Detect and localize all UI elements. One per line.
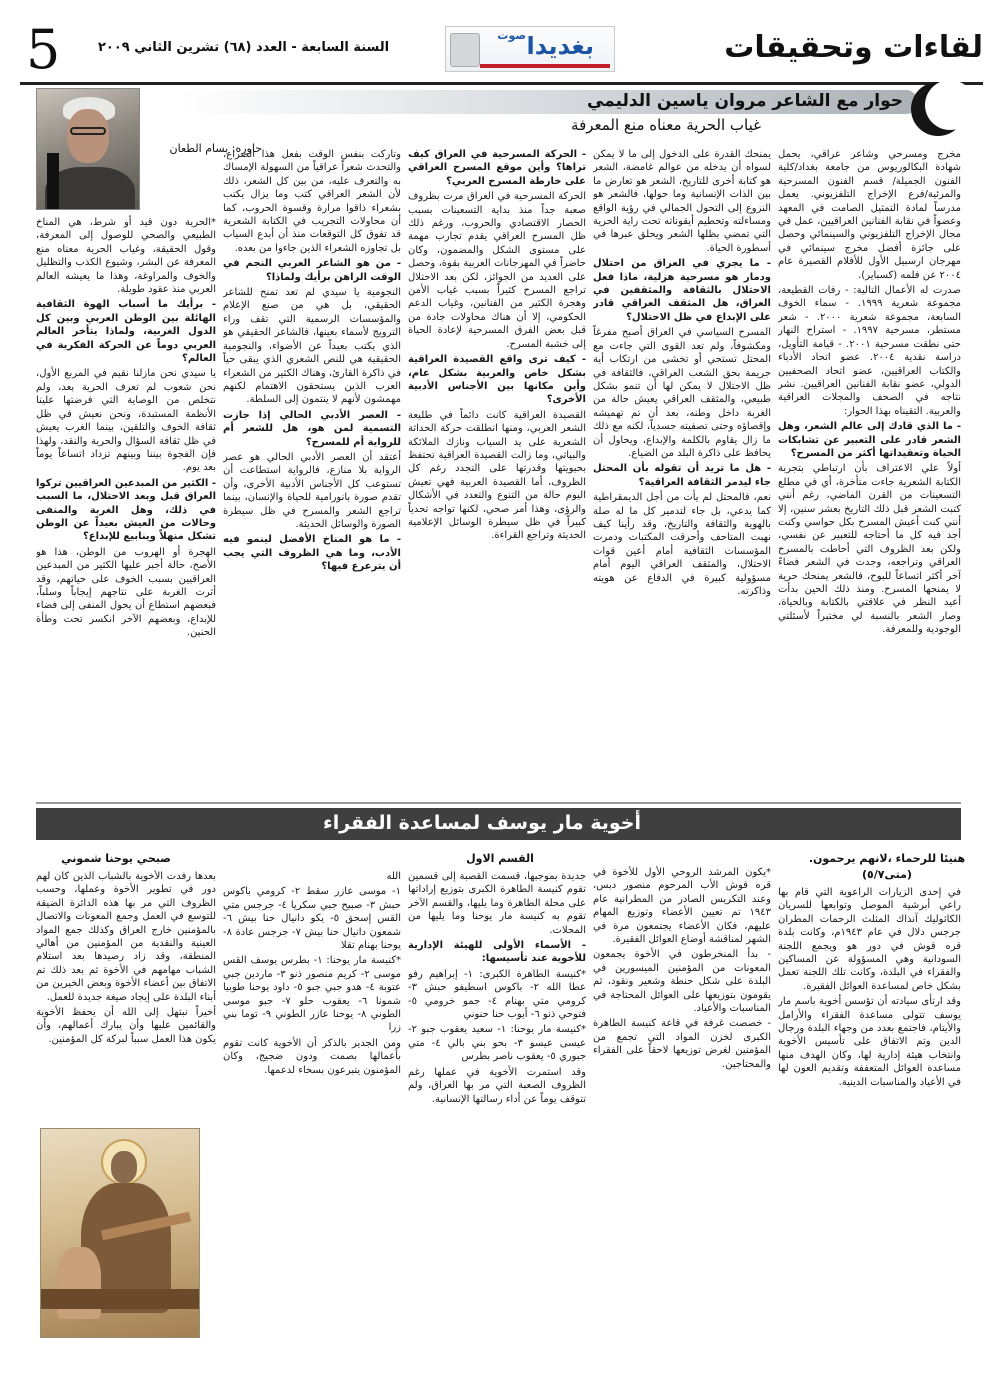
- portrait-face: [67, 109, 109, 163]
- column-paragraph: أولاً علي الاعتراف بأن ارتباطي بتجربة الكتابة الشعرية جاءت متأخرة، أي في مطلع التسعينات من القرن الماضي، رغم أنني كتبت الشعر قبل ذلك التاريخ بعشر سنين، إلا أنني كنت أعيش المسرح بكل حواسي وكنت أجد فيه كل ما أحتاجه للتعبير عن نفسي، ولكن بعد الظروف التي أحاطت بالمسرح العراقي وتراجعه، وجدت في الشعر فضاءً آخر أكثر اتساعاً للبوح، فالشعر يمنحك حرية لا يمنحها المسرح. ومنذ ذلك الحين بدأت أعيد النظر في علاقتي بالكتابة وبالحياة، وصار الشعر بالنسبة لي مختبراً لأسئلتي الوجودية وللمعرفة.: [778, 463, 961, 636]
- issue-info: السنة السابعة - العدد (٦٨) تشرين الثاني ٢٠٠٩: [98, 40, 390, 55]
- column-paragraph: صدرت له الأعمال التالية: - رفات القطيعة، مجموعة شعرية ١٩٩٩. - سماء الخوف السابعة، مجموعة شعرية ٢٠٠٠. - شعر مستطر، مسرحية ١٩٩٧. - استراح النهار حتى نطقت مسرحية ٢٠٠١. - قيامة التأويل، دراسة نقدية ٢٠٠٤. عضو اتحاد الأدباء والكتاب العراقيين، عضو اتحاد الصحفيين الدولي، عضو نقابة الفنانين العراقيين. نشر نتاجه في الصحف والمجلات العراقية والعربية. التقيناه بهذا الحوار:: [778, 285, 961, 417]
- feature-column-2: [593, 866, 771, 1376]
- masthead-rule: [20, 82, 983, 85]
- feature-column-3: [408, 870, 586, 1376]
- interview-column-2: [593, 148, 771, 796]
- column-paragraph: الحركة المسرحية في العراق مرت بظروف صعبة جداً منذ بداية التسعينات بسبب الحصار الاقتصادي والحروب، ورغم ذلك ظل المسرح العراقي يقدم تجارب مهمة على مستوى الشكل والمضمون، وكان حاضراً في المهرجانات العربية بقوة، وحصل على العديد من الجوائز، لكن بعد الاحتلال تراجع المسرح كثيراً بسبب غياب الأمن وهجرة الكثير من الفنانين، وغياب الدعم الحكومي، إلا أن هناك محاولات جادة من قبل بعض الفرق المسرحية لإعادة الحياة إلى خشبة المسرح.: [408, 191, 586, 350]
- column-question: - الكثير من المبدعين العراقيين تركوا العراق قبل وبعد الاحتلال، ما السبب في ذلك، وهل الغربة والمنفى وحالات من العيش بعيداً عن الوطن تشكل منهلاً وينابيع للإبداع؟: [36, 477, 216, 543]
- feature-column-5: [36, 870, 216, 1124]
- column-paragraph: ومن الجدير بالذكر أن الأخوية كانت تقوم بأعمالها بصمت ودون ضجيج، وكان المؤمنون يتبرعون بسخاء لدعمها.: [223, 1037, 401, 1076]
- column-paragraph: *الحرية دون قيد أو شرط، هي المناخ الطبيعي والصحي للوصول إلى المعرفة، وقول الحقيقة، وغياب الحرية معناه منع المعرفة عن البشر، وشيوع الكذب والتظليل والخوف والمراوغة، وهذا ما يعيشه العالم العربي منذ عقود طويلة.: [36, 217, 216, 296]
- column-question: - هل ما تريد أن تقوله بأن المحتل جاء ليدمر الثقافة العراقية؟: [593, 463, 771, 488]
- masthead: [20, 18, 983, 81]
- column-question: - كيف ترى واقع القصيدة العراقية بشكل خاص والعربية بشكل عام، وأين مكانها بين الأجناس الأدبية الأخرى؟: [408, 354, 586, 406]
- logo-divider: [480, 64, 610, 68]
- workbench: [41, 1289, 200, 1309]
- column-paragraph: أخيراً نبتهل إلى الله أن يحفظ الأخوية والقائمين عليها وأن يبارك أعمالهم، وأن يكون هذا العمل سبباً لبركة كل المؤمنين.: [36, 1007, 216, 1045]
- column-paragraph: - خصصت غرفة في قاعة كنيسة الطاهرة الكبرى لخزن المواد التي تجمع من المؤمنين لغرض توزيعها لاحقاً على الفقراء والمحتاجين.: [593, 1018, 771, 1070]
- column-paragraph: وقد استمرت الأخوية في عملها رغم الظروف الصعبة التي مر بها العراق، ولم تتوقف يوماً عن أداء رسالتها الإنسانية.: [408, 1066, 586, 1105]
- column-question: - العصر الأدبي الحالي إذا جازت التسمية لمن هو، هل للشعر أم للرواية أم للمسرح؟: [223, 409, 401, 448]
- column-paragraph: أعتقد أن العصر الأدبي الحالي هو عصر الرواية بلا منازع، فالرواية استطاعت أن تستوعب كل الأجناس الأدبية الأخرى، وأن تقدم صورة بانورامية للحياة والإنسان، بينما تراجع الشعر والمسرح في ظل سيطرة الصورة والوسائل الحديثة.: [223, 451, 401, 530]
- column-paragraph: مخرج ومسرحي وشاعر عراقي، يحمل شهادة البكالوريوس من جامعة بغداد/كلية الفنون الجميلة/ قسم الفنون المسرحية والمرئية/فرع الإخراج التلفزيوني. يعمل مدرساً لمادة التمثيل الصامت في المعهد وعضواً في نقابة الفنانين العراقيين، عمل في مجال الإخراج التلفزيوني والسينمائي وحصل على جائزة أفضل مخرج سينمائي في مهرجان ارسبيل الأول للأفلام القصيرة عام ٢٠٠٤ عن فلمه (كسباير).: [778, 149, 961, 281]
- interview-column-1: [778, 148, 961, 796]
- column-question: - من هو الشاعر العربي النجم في الوقت الراهن برأيك ولماذا؟: [223, 258, 401, 283]
- column-paragraph: ١- موسى عازر سقط ٢- كرومي باكوس حبش ٣- صبيح جبي سكريا ٤- جرجس متي القس إسحق ٥- يكو دانيال حنا بيش ٦- شمعون دانيال حنا بيش ٧- جرجس عادة ٨- يوحنا بهنام تقلا: [223, 886, 401, 952]
- interview-byline: حاوره: بسام الطعان: [169, 142, 262, 155]
- column-paragraph: بعدها رفدت الأخوية بالشباب الذين كان لهم دور في تطوير الأخوة وعملها، وحسب الظروف التي مر بها هذه الدائرة الضيقة للتوسع في العمل وجمع المعونات والاتصال بالمؤمنين خارج العراق وكذلك جمع المواد العينية والنقدية من المؤمنين من أهالي المنطقة، وقد زاد رصيدها بعد استلام الشباب مهامهم في الأخوة ثم بعد ذلك تم الاتفاق بين أعضاء الأخوة وبعض الخيرين من أبناء البلدة على إيجاد صيغة جديدة للعمل.: [36, 871, 216, 1003]
- interview-subtitle: غياب الحرية معناه منع المعرفة: [571, 116, 761, 134]
- column-paragraph: - بدأ المنخرطون في الأخوة يجمعون المعونات من المؤمنين الميسورين في البلدة على شكل حنطة وشعير ونقود، ثم يقومون بتوزيعها على العوائل المحتاجة في المناسبات والأعياد.: [593, 949, 771, 1015]
- column-paragraph: *كنيسة الطاهرة الكبرى: ١- إبراهيم رفو عطا الله ٢- باكوس اسطيفو حبش ٣- كرومي متي بهنام ٤- جمو خرومي ٥- فتوحي ذنو ٦- أيوب حنا حنوني: [408, 968, 586, 1021]
- feature-section-label: القسم الاول: [466, 852, 534, 865]
- column-question: - الأسماء الأولى للهيئة الإدارية للأخوية عند تأسيسها:: [408, 940, 586, 965]
- column-paragraph: وقد ارتأى سيادته أن تؤسس أخوية باسم مار يوسف تتولى مساعدة الفقراء والأرامل والأيتام، فاجتمع بعدد من وجهاء البلدة ورجال الدين وتم الاتفاق على تأسيس الأخوية وانتخاب هيئة إدارية لها، وكان الهدف منها مساعدة العوائل المتعففة وتقديم العون لها في الأعياد والمناسبات الدينية.: [778, 996, 961, 1088]
- section-divider: [36, 802, 961, 804]
- column-paragraph: *كنيسة مار يوحنا: ١- سعيد يعقوب جبو ٢- عيسى عيسو ٣- بحو بني بالي ٤- متي جبوري ٥- يعقوب ناصر بطرس: [408, 1024, 586, 1063]
- feature-title: أخوية مار يوسف لمساعدة الفقراء: [323, 812, 641, 834]
- feature-author: صبحي يوحنا شموني: [61, 852, 171, 865]
- column-paragraph: يمنحك القدرة على الدخول إلى ما لا يمكن لسواه أن يدخله من عوالم غامضة، الشعر هو كتابة أخرى للتاريخ، الشعر هو تعارض ما بين الذات الإنسانية وما حولها، فالشعر هو النزوع إلى التحول الجمالي في رؤية الواقع ومساءلته وتحطيم أيقوناته تحت راية الحرية التي تمضي بظلها الشعر ويحلق عبرها في أسطورة الحياة.: [593, 149, 771, 254]
- column-question: - ما الذي قادك إلى عالم الشعر، وهل الشعر قادر على التعبير عن تشابكات الحياة وتعقيداتها أكثر من المسرح؟: [778, 421, 961, 459]
- feature-column-4: [223, 870, 401, 1376]
- column-paragraph: نعم، فالمحتل لم يأت من أجل الديمقراطية كما يدعي، بل جاء لتدمير كل ما له صلة بالهوية والثقافة والتاريخ، وقد رأينا كيف نهبت المتاحف وأحرقت المكتبات ودمرت المؤسسات الثقافية أمام أعين قوات الاحتلال، والمثقف العراقي اليوم أمام مسؤولية كبيرة في الدفاع عن هويته وذاكرته.: [593, 492, 771, 597]
- newspaper-logo[interactable]: [445, 26, 615, 72]
- feature-epigraph-ref: (متى٥/٧): [862, 868, 912, 881]
- interview-title: حوار مع الشاعر مروان ياسين الدليمي: [586, 91, 903, 111]
- feature-column-1: [778, 886, 961, 1376]
- column-paragraph: في إحدى الزيارات الراعوية التي قام بها راعي أبرشية الموصل وتوابعها للسريان الكاثوليك آنذاك المثلث الرحمات المطران جرجس دلال في عام ١٩٤٣م، وكانت بلدة قره قوش في دور هو ويجمع اللجنة السودانية وهي المسؤولة عن المساكين والفقراء في البلدة، وكانت تلك اللجنة تعمل بشكل خاص لمساعدة العوائل الفقيرة.: [778, 887, 961, 992]
- interview-header: [36, 88, 961, 136]
- column-paragraph: وتاركت بنفس الوقت بفعل هذا الصراع، والتحدث شعراً عراقياً من السهولة الإمساك به والتعرف عليه، من بين كل الشعر، ذلك لأن الشعر العراقي كتب وما يزال يكتب بشعراء ذاقوا مرارة وقسوة الحروب، كما أن محاولات التجريب في الكتابة الشعرية قد تفوق كل التوقعات منذ أن أبدع السياب بل تجاوزه الشعراء الذين جاءوا من بعده.: [223, 149, 401, 254]
- interview-column-4: [223, 148, 401, 796]
- column-paragraph: الهجرة أو الهروب من الوطن، هذا هو الأصح، حالة أجبر عليها الكثير من المبدعين العراقيين بسبب الخوف على حياتهم، وقد أثرت الغربة على نتاجهم إيجاباً وسلباً، فبعضهم استطاع أن يحول المنفى إلى فضاء للإبداع، وبعضهم الآخر انكسر تحت وطأة الحنين.: [36, 546, 216, 639]
- column-question: - برأيك ما أسباب الهوة الثقافية الهائلة بين الوطن العربي وبين كل الدول الغربية، ولماذا يتأخر العالم العربي دوماً عن الحركة الفكرية في العالم؟: [36, 299, 216, 365]
- saint-joseph-painting: [40, 1128, 200, 1338]
- column-paragraph: *يكون المرشد الروحي الأول للأخوة في قره قوش الأب المرحوم منصور دبس، وعند التكريس الصادر من المطرانية عام ١٩٤٣ تم تعيين الأعضاء وتوزيع المهام عليهم، فكان الأعضاء يجتمعون مرة في الشهر لمناقشة أوضاع العوائل الفقيرة.: [593, 867, 771, 946]
- logo-main-text: بغديدا: [526, 32, 594, 60]
- column-paragraph: النجومية يا سيدي لم تعد تمنح للشاعر الحقيقي، بل هي من صنع الإعلام والمؤسسات الرسمية التي تقف وراء الترويج لأسماء بعينها، فالشاعر الحقيقي هو الذي يكتب بعيداً عن الأضواء، والنجومية الحقيقية هي للنص الشعري الذي يبقى حياً في ذاكرة القارئ، وهناك الكثير من الشعراء العرب الذين يستحقون الاهتمام لكنهم مهمشون لأنهم لا ينتمون إلى السلطة.: [223, 287, 401, 406]
- logo-aux-text: صوت: [497, 29, 526, 42]
- column-paragraph: الله: [386, 871, 401, 882]
- interview-column-5: [36, 160, 216, 796]
- feature-epigraph: هنيئا للرحماء ،لانهم يرحمون.: [808, 852, 966, 865]
- crescent-icon: [911, 82, 965, 136]
- column-paragraph: القصيدة العراقية كانت دائماً في طليعة الشعر العربي، ومنها انطلقت حركة الحداثة الشعرية على يد السياب ونازك الملائكة والبياتي، وما زالت القصيدة العراقية تحتفظ بحيويتها وقدرتها على التجدد رغم كل الظروف، أما القصيدة العربية فهي تعيش اليوم حالة من التنوع والتعدد في الأشكال والرؤى، وهذا أمر صحي، لكنها تواجه تحدياً كبيراً في ظل سيطرة الوسائل الإعلامية الحديثة وتراجع القراءة.: [408, 409, 586, 542]
- column-question: - الحركة المسرحية في العراق كيف تراها؟ وأين موقع المسرح العراقي على خارطة المسرح العربي؟: [408, 149, 586, 187]
- column-paragraph: يا سيدي نحن مازلنا نقيم في المربع الأول، نحن شعوب لم تعرف الحرية بعد، ولم نتخلص من الوصاية التي فرضتها علينا الأنظمة المستبدة، ونحن نعيش في ظل ثقافة الخوف والتلقين، بينما الغرب يعيش في ظل ثقافة السؤال والحرية والنقد، ولهذا فإن الفجوة بيننا وبينهم تزداد اتساعاً يوماً بعد يوم.: [36, 368, 216, 474]
- section-title: لقاءات وتحقيقات: [724, 30, 983, 65]
- feature-header: [36, 808, 961, 840]
- column-question: - ما هو المناخ الأفضل لينمو فيه الأدب، وما هي الظروف التي يجب أن يترعرع فيها؟: [223, 534, 401, 573]
- column-paragraph: المسرح السياسي في العراق أصبح مفرغاً ومكشوفاً، ولم تعد القوى التي جاءت مع المحتل تستحي أو تخشى من ارتكاب أية جريمة بحق الشعب العراقي، فالثقافة في ظل الاحتلال لا يمكن لها أن تنمو بشكل طبيعي، والمثقف العراقي يعيش حالة من الغربة داخل وطنه، بعد أن تم تهميشه وإقصاؤه وحتى تصفيته جسدياً، لكنه مع ذلك ما زال يقاوم بالكلمة والإبداع، ويحاول أن يحافظ على ذاكرة البلد من الضياع.: [593, 327, 771, 459]
- column-paragraph: جديدة بموجبها، قسمت القصبة إلى قسمين تقوم كنيسة الطاهرة الكبرى بتوزيع إراداتها على محلة الطاهرة وما يليها، والقسم الآخر تقوم به كنيسة مار يوحنا وما يليها من المحلات.: [408, 871, 586, 936]
- column-question: - ما يجري في العراق من احتلال ودمار هو مسرحية هزلية، ماذا فعل الاحتلال بالثقافة والمثقفين في العراق، هل المثقف العراقي قادر على الإبداع في ظل الاحتلال؟: [593, 258, 771, 323]
- page-number: 5: [26, 18, 61, 81]
- column-paragraph: *كنيسة مار يوحنا: ١- بطرس يوسف القس موسى ٢- كريم منصور ذنو ٣- ماردين جبي عتوبة ٤- هدو جبي جبو ٥- داود يوحنا طوبيا شمونا ٦- يعقوب حلو ٧- جبو موسى الطوني ٨- يوحنا عازر الطوني ٩- توما بني زرا: [223, 955, 401, 1034]
- figure-head: [111, 1151, 137, 1183]
- interview-column-3: [408, 148, 586, 796]
- seal-icon: [450, 33, 480, 67]
- portrait-glasses: [70, 127, 106, 135]
